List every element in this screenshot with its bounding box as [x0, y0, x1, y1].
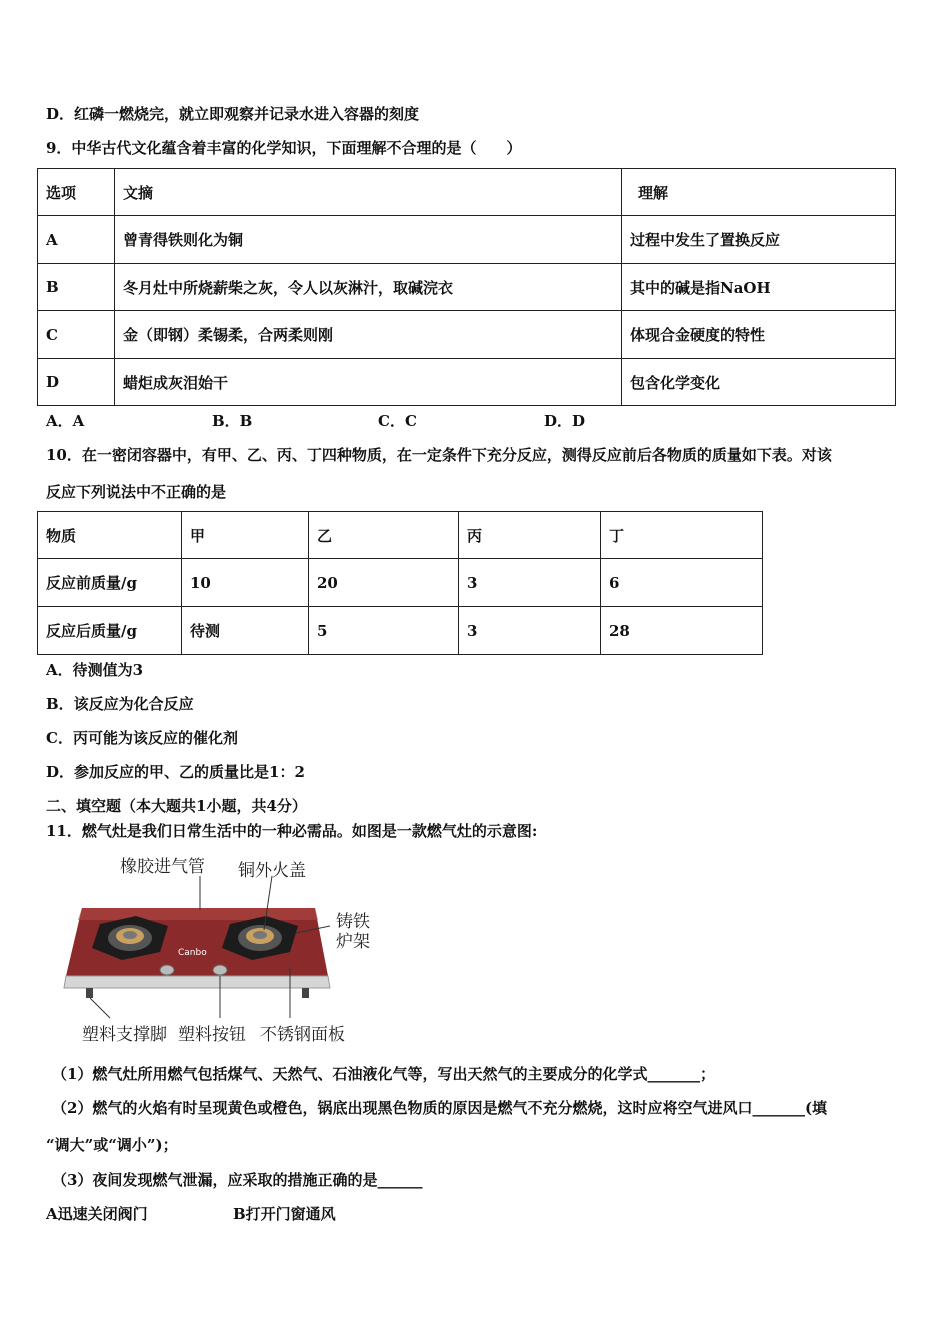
table-cell: C — [38, 311, 115, 359]
q11-stem: 11．燃气灶是我们日常生活中的一种必需品。如图是一款燃气灶的示意图: — [46, 822, 538, 840]
plastic-knob — [160, 965, 174, 975]
header-cell: 乙 — [309, 512, 459, 559]
q10-option-c[interactable]: C．丙可能为该反应的催化剂 — [46, 729, 238, 747]
table-cell: A — [38, 216, 115, 264]
table-cell: 20 — [309, 559, 459, 607]
q10-option-b[interactable]: B．该反应为化合反应 — [46, 695, 194, 713]
q11-sub2-line2: “调大”或“调小”)； — [46, 1136, 178, 1154]
gas-stove-illustration — [60, 848, 380, 1043]
q11-sub3: （3）夜间发现燃气泄漏，应采取的措施正确的是______ — [52, 1171, 423, 1189]
label-copper-cap: 铜外火盖 — [238, 861, 306, 881]
header-cell: 丙 — [459, 512, 601, 559]
table-cell: 28 — [601, 607, 763, 655]
label-cast-iron: 铸铁 炉架 — [336, 912, 370, 952]
label-plastic-knob: 塑料按钮 — [178, 1025, 246, 1045]
gas-stove-figure — [60, 848, 380, 1043]
q8-option-d: D．红磷一燃烧完，就立即观察并记录水进入容器的刻度 — [46, 105, 420, 123]
q11-options — [46, 1203, 336, 1224]
q11-option-a[interactable]: A迅速关闭阀门 — [46, 1205, 148, 1223]
header-cell: 选项 — [38, 169, 115, 216]
header-cell: 文摘 — [115, 169, 622, 216]
table-cell: B — [38, 264, 115, 311]
table-cell: 3 — [459, 607, 601, 655]
table-cell: 其中的碱是指NaOH — [622, 264, 896, 311]
plastic-foot — [302, 988, 309, 998]
table-row — [38, 216, 896, 264]
section-title: 二、填空题（本大题共1小题，共4分） — [46, 797, 307, 815]
q11-sub1: （1）燃气灶所用燃气包括煤气、天然气、石油液化气等，写出天然气的主要成分的化学式_______； — [52, 1065, 715, 1083]
q9-option-d[interactable]: D．D — [544, 412, 586, 430]
q10-table — [37, 511, 763, 655]
header-cell: 物质 — [38, 512, 182, 559]
label-steel-panel: 不锈钢面板 — [260, 1025, 345, 1045]
q9-option-b[interactable]: B．B — [212, 412, 253, 430]
q10-stem-line2: 反应下列说法中不正确的是 — [46, 483, 227, 501]
table-header-row — [38, 512, 763, 559]
header-cell: 甲 — [182, 512, 309, 559]
q11-sub2-line1: （2）燃气的火焰有时呈现黄色或橙色，锅底出现黑色物质的原因是燃气不充分燃烧，这时应将空气进风口_______(填 — [52, 1099, 828, 1117]
table-cell: 6 — [601, 559, 763, 607]
table-cell: 反应后质量/g — [38, 607, 182, 655]
header-cell: 丁 — [601, 512, 763, 559]
table-cell: 体现合金硬度的特性 — [622, 311, 896, 359]
table-cell: 包含化学变化 — [622, 359, 896, 406]
table-row — [38, 264, 896, 311]
table-header-row — [38, 169, 896, 216]
table-row — [38, 359, 896, 406]
table-cell: 5 — [309, 607, 459, 655]
label-rubber-pipe: 橡胶进气管 — [120, 857, 205, 877]
table-cell: 过程中发生了置换反应 — [622, 216, 896, 264]
table-cell: D — [38, 359, 115, 406]
table-cell: 曾青得铁则化为铜 — [115, 216, 622, 264]
table-cell: 金（即钢）柔锡柔，合两柔则刚 — [115, 311, 622, 359]
table-cell: 冬月灶中所烧薪柴之灰，令人以灰淋汁，取碱浣衣 — [115, 264, 622, 311]
header-cell: 理解 — [622, 169, 896, 216]
label-plastic-feet: 塑料支撑脚 — [82, 1025, 167, 1045]
q10-option-a[interactable]: A．待测值为3 — [46, 661, 144, 679]
q10-option-d[interactable]: D．参加反应的甲、乙的质量比是1：2 — [46, 763, 305, 781]
q9-table — [37, 168, 896, 406]
plastic-foot — [86, 988, 93, 998]
table-row — [38, 607, 763, 655]
q9-option-c[interactable]: C．C — [378, 412, 417, 430]
q11-option-b[interactable]: B打开门窗通风 — [233, 1205, 336, 1223]
table-cell: 10 — [182, 559, 309, 607]
table-row — [38, 559, 763, 607]
q9-option-a[interactable]: A．A — [46, 412, 85, 430]
table-cell: 待测 — [182, 607, 309, 655]
q9-options — [46, 410, 585, 431]
table-cell: 3 — [459, 559, 601, 607]
plastic-knob — [213, 965, 227, 975]
q9-stem: 9．中华古代文化蕴含着丰富的化学知识，下面理解不合理的是（ ） — [46, 139, 522, 157]
table-cell: 蜡炬成灰泪始干 — [115, 359, 622, 406]
table-row — [38, 311, 896, 359]
label-brand: Canbo — [178, 948, 207, 958]
q10-stem-line1: 10．在一密闭容器中，有甲、乙、丙、丁四种物质，在一定条件下充分反应，测得反应前后各物质的质量如下表。对该 — [46, 446, 832, 464]
table-cell: 反应前质量/g — [38, 559, 182, 607]
